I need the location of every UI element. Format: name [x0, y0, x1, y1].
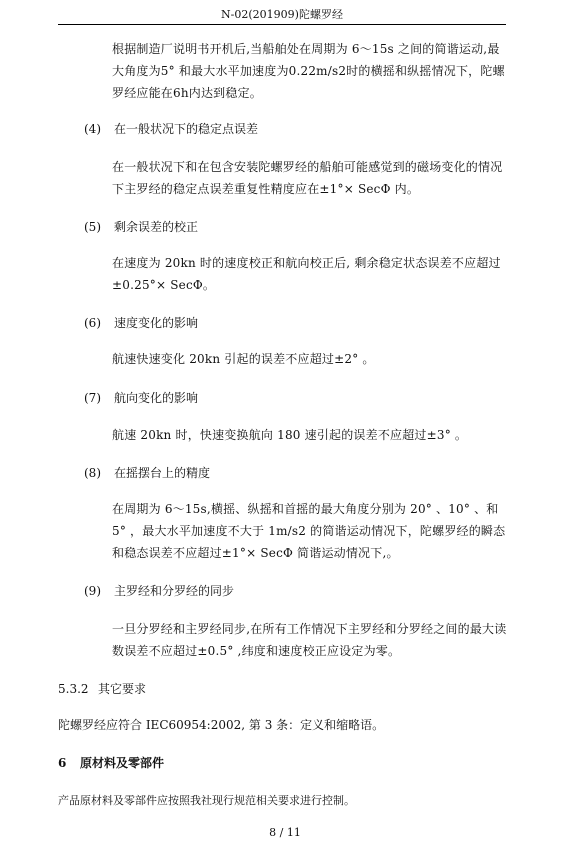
- item-paragraph: 航速 20kn 时，快速变换航向 180 速引起的误差不应超过±3° 。: [112, 428, 468, 442]
- section-heading: [58, 752, 164, 774]
- subsection-number: 5.3.2: [58, 682, 89, 696]
- item-title: 剩余误差的校正: [114, 220, 199, 234]
- item-title: 在一般状况下的稳定点误差: [114, 122, 259, 136]
- section-number: 6: [58, 756, 67, 770]
- item-title: 航向变化的影响: [114, 391, 199, 405]
- intro-paragraph: 根据制造厂说明书开机后,当船舶处在周期为 6～15s 之间的简谐运动,最大角度为5° 和最大水平加速度为0.22m/s2时的横摇和纵摇情况下，陀螺罗经应能在6h内达到稳定。: [112, 42, 505, 100]
- item-heading: [84, 312, 198, 334]
- item-number: (7): [84, 391, 101, 405]
- page-header: N-02(201909)陀螺罗经: [58, 8, 506, 25]
- section-paragraph: 产品原材料及零部件应按照我社现行规范相关要求进行控制。: [58, 794, 355, 807]
- item-heading: [84, 462, 210, 484]
- section-title: 原材料及零部件: [80, 756, 165, 770]
- item-heading: [84, 118, 258, 140]
- item-paragraph: 一旦分罗经和主罗经同步,在所有工作情况下主罗经和分罗经之间的最大读数误差不应超过±0.5° ,纬度和速度校正应设定为零。: [112, 622, 507, 658]
- subsection-heading: [58, 678, 146, 700]
- item-title: 在摇摆台上的精度: [114, 466, 211, 480]
- item-paragraph: 在一般状况下和在包含安装陀螺罗经的船舶可能感觉到的磁场变化的情况下主罗经的稳定点误差重复性精度应在±1°× SecΦ 内。: [112, 160, 503, 196]
- item-heading: [84, 216, 198, 238]
- item-number: (5): [84, 220, 101, 234]
- item-number: (9): [84, 584, 101, 598]
- item-paragraph: 在周期为 6～15s,横摇、纵摇和首摇的最大角度分别为 20° 、10° 、和 5° ，最大水平加速度不大于 1m/s2 的简谐运动情况下，陀螺罗经的瞬态和稳态误差不应超过±1°× SecΦ 简谐运动情况下,。: [112, 502, 506, 560]
- item-title: 速度变化的影响: [114, 316, 199, 330]
- subsection-title: 其它要求: [98, 682, 147, 696]
- item-number: (4): [84, 122, 101, 136]
- item-heading: [84, 580, 234, 602]
- item-paragraph: 在速度为 20kn 时的速度校正和航向校正后, 剩余稳定状态误差不应超过±0.25°× SecΦ。: [112, 256, 501, 292]
- item-number: (8): [84, 466, 101, 480]
- item-title: 主罗经和分罗经的同步: [114, 584, 235, 598]
- item-paragraph: 航速快速变化 20kn 引起的误差不应超过±2° 。: [112, 352, 375, 366]
- item-heading: [84, 387, 198, 409]
- page-number: 8 / 11: [269, 826, 301, 839]
- subsection-paragraph: 陀螺罗经应符合 IEC60954:2002, 第 3 条：定义和缩略语。: [58, 718, 385, 732]
- item-number: (6): [84, 316, 101, 330]
